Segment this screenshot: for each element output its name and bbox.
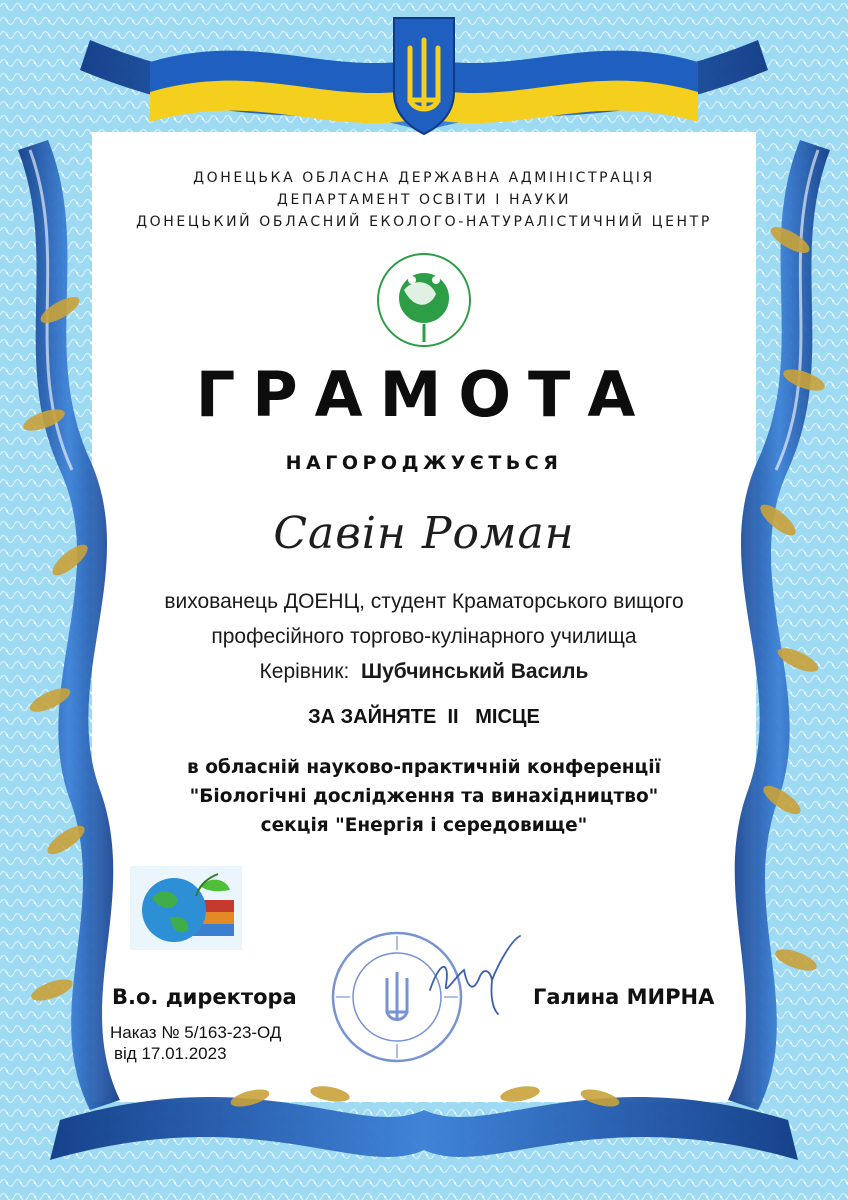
place-awarded: ЗА ЗАЙНЯТЕ ІІ МІСЦЕ	[308, 706, 540, 728]
header-line-2: ДЕПАРТАМЕНТ ОСВІТИ І НАУКИ	[276, 192, 572, 208]
supervisor-name: Шубчинський Василь	[360, 660, 589, 683]
awarded-label: НАГОРОДЖУЄТЬСЯ	[285, 452, 563, 474]
order-date: від 17.01.2023	[114, 1044, 227, 1063]
globe-books-icon	[130, 866, 242, 950]
supervisor-label: Керівник:	[259, 660, 350, 683]
header-line-3: ДОНЕЦЬКИЙ ОБЛАСНИЙ ЕКОЛОГО-НАТУРАЛІСТИЧНИЙ ЦЕНТР	[136, 214, 712, 230]
order-number: Наказ № 5/163-23-ОД	[110, 1023, 282, 1042]
recipient-name: Савін Роман	[273, 508, 575, 559]
header-line-1: ДОНЕЦЬКА ОБЛАСНА ДЕРЖАВНА АДМІНІСТРАЦІЯ	[193, 170, 655, 186]
signature-role: В.о. директора	[112, 985, 297, 1009]
handwritten-signature-icon	[420, 930, 530, 1020]
certificate-title: ГРАМОТА	[195, 358, 653, 431]
order-reference	[110, 1022, 281, 1064]
event-line-2: "Біологічні дослідження та винахідництво"	[189, 786, 659, 807]
eco-center-logo-icon	[374, 250, 474, 350]
description-line-2: професійного торгово-кулінарного училища	[211, 625, 637, 648]
event-line-1: в обласній науково-практичній конференції	[187, 757, 661, 778]
signatory-name: Галина МИРНА	[533, 985, 715, 1009]
event-line-3: секція "Енергія і середовище"	[260, 815, 588, 836]
supervisor-line	[0, 654, 848, 689]
coat-of-arms-icon	[394, 18, 454, 134]
description-line-1: вихованець ДОЕНЦ, студент Краматорського вищого	[164, 590, 684, 613]
